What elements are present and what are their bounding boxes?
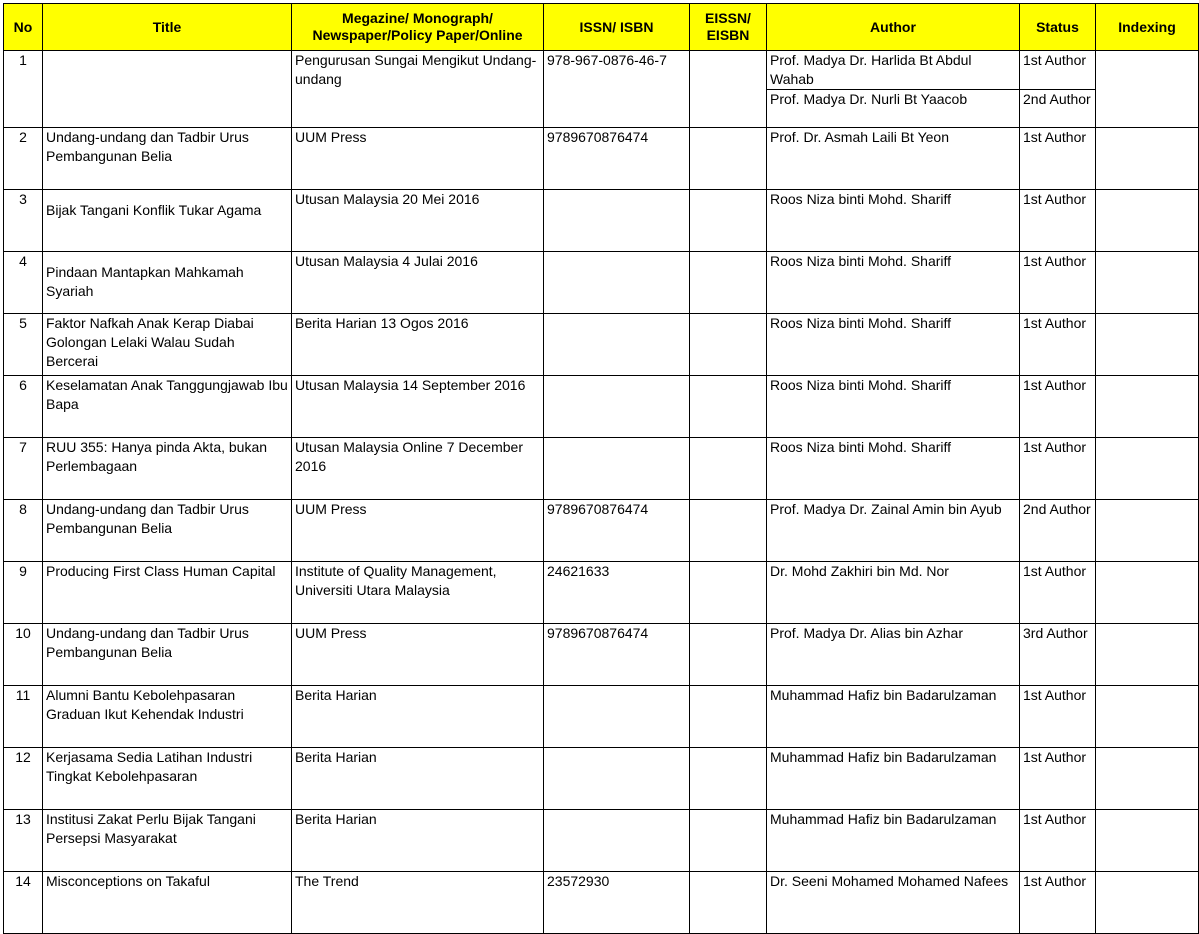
cell-issn [544,748,690,810]
cell-magazine: UUM Press [292,500,544,562]
cell-status: 2nd Author [1020,500,1096,562]
cell-author: Prof. Madya Dr. Alias bin Azhar [767,624,1020,686]
cell-no: 10 [4,624,43,686]
cell-issn: 978-967-0876-46-7 [544,51,690,128]
table-row [4,686,1199,748]
cell-indexing [1096,438,1199,500]
table-row [4,438,1199,500]
cell-status: 1st Author [1020,438,1096,500]
cell-author: Roos Niza binti Mohd. Shariff [767,190,1020,252]
cell-no: 9 [4,562,43,624]
cell-magazine: UUM Press [292,128,544,190]
cell-eissn [690,624,767,686]
cell-status: 1st Author [1020,810,1096,872]
cell-issn [544,810,690,872]
table-row [4,190,1199,252]
cell-status: 1st Author [1020,128,1096,190]
cell-author: Prof. Madya Dr. Harlida Bt Abdul Wahab [767,51,1020,90]
cell-title: Misconceptions on Takaful [43,872,292,934]
cell-status: 1st Author [1020,190,1096,252]
table-row [4,624,1199,686]
cell-no: 1 [4,51,43,128]
cell-author: Dr. Mohd Zakhiri bin Md. Nor [767,562,1020,624]
cell-author: Muhammad Hafiz bin Badarulzaman [767,686,1020,748]
header-eissn: EISSN/ EISBN [690,4,767,51]
cell-issn: 24621633 [544,562,690,624]
cell-indexing [1096,624,1199,686]
cell-status: 3rd Author [1020,624,1096,686]
cell-magazine: Berita Harian [292,748,544,810]
cell-author: Muhammad Hafiz bin Badarulzaman [767,748,1020,810]
cell-author: Roos Niza binti Mohd. Shariff [767,252,1020,314]
cell-title [43,51,292,128]
cell-title: Alumni Bantu Kebolehpasaran Graduan Ikut Kehendak Industri [43,686,292,748]
cell-no: 11 [4,686,43,748]
cell-issn: 23572930 [544,872,690,934]
cell-status: 1st Author [1020,748,1096,810]
cell-author: Dr. Seeni Mohamed Mohamed Nafees [767,872,1020,934]
cell-no: 12 [4,748,43,810]
cell-issn [544,252,690,314]
cell-title: Producing First Class Human Capital [43,562,292,624]
header-status: Status [1020,4,1096,51]
cell-no: 14 [4,872,43,934]
cell-title: Undang-undang dan Tadbir Urus Pembangunan Belia [43,624,292,686]
cell-eissn [690,686,767,748]
cell-indexing [1096,252,1199,314]
table-row [4,314,1199,376]
cell-title: Kerjasama Sedia Latihan Industri Tingkat Kebolehpasaran [43,748,292,810]
cell-title: Faktor Nafkah Anak Kerap Diabai Golongan Lelaki Walau Sudah Bercerai [43,314,292,376]
cell-magazine: Utusan Malaysia 20 Mei 2016 [292,190,544,252]
cell-magazine: Institute of Quality Management, Universiti Utara Malaysia [292,562,544,624]
cell-author: Roos Niza binti Mohd. Shariff [767,376,1020,438]
cell-no: 4 [4,252,43,314]
header-row [4,4,1199,51]
cell-title: RUU 355: Hanya pinda Akta, bukan Perlembagaan [43,438,292,500]
cell-status: 1st Author [1020,51,1096,90]
cell-issn [544,686,690,748]
cell-indexing [1096,686,1199,748]
cell-eissn [690,500,767,562]
cell-no: 3 [4,190,43,252]
table-row [4,748,1199,810]
cell-eissn [690,438,767,500]
cell-title: Undang-undang dan Tadbir Urus Pembangunan Belia [43,128,292,190]
publications-table [3,3,1199,934]
cell-magazine: UUM Press [292,624,544,686]
cell-status: 1st Author [1020,686,1096,748]
cell-magazine: The Trend [292,872,544,934]
cell-eissn [690,562,767,624]
cell-eissn [690,51,767,128]
cell-issn [544,438,690,500]
cell-author: Roos Niza binti Mohd. Shariff [767,438,1020,500]
cell-title: Keselamatan Anak Tanggungjawab Ibu Bapa [43,376,292,438]
table-row [4,252,1199,314]
cell-title: Bijak Tangani Konflik Tukar Agama [43,190,292,252]
cell-magazine: Utusan Malaysia 4 Julai 2016 [292,252,544,314]
cell-eissn [690,314,767,376]
cell-indexing [1096,190,1199,252]
cell-status: 1st Author [1020,376,1096,438]
cell-no: 13 [4,810,43,872]
cell-eissn [690,748,767,810]
cell-magazine: Berita Harian [292,810,544,872]
cell-title: Pindaan Mantapkan Mahkamah Syariah [43,252,292,314]
cell-title: Undang-undang dan Tadbir Urus Pembangunan Belia [43,500,292,562]
cell-eissn [690,810,767,872]
cell-no: 5 [4,314,43,376]
cell-issn: 9789670876474 [544,624,690,686]
table-row [4,128,1199,190]
header-indexing: Indexing [1096,4,1199,51]
cell-status: 1st Author [1020,314,1096,376]
cell-indexing [1096,810,1199,872]
cell-indexing [1096,376,1199,438]
cell-indexing [1096,748,1199,810]
cell-issn: 9789670876474 [544,500,690,562]
header-issn: ISSN/ ISBN [544,4,690,51]
table-row [4,810,1199,872]
header-title: Title [43,4,292,51]
cell-author: Muhammad Hafiz bin Badarulzaman [767,810,1020,872]
cell-author: Prof. Madya Dr. Zainal Amin bin Ayub [767,500,1020,562]
header-author: Author [767,4,1020,51]
cell-status: 1st Author [1020,562,1096,624]
cell-author: Prof. Dr. Asmah Laili Bt Yeon [767,128,1020,190]
table-row [4,562,1199,624]
cell-author: Prof. Madya Dr. Nurli Bt Yaacob [767,90,1020,128]
cell-issn: 9789670876474 [544,128,690,190]
cell-indexing [1096,562,1199,624]
cell-status: 2nd Author [1020,90,1096,128]
cell-issn [544,190,690,252]
cell-no: 6 [4,376,43,438]
cell-no: 8 [4,500,43,562]
cell-indexing [1096,128,1199,190]
cell-indexing [1096,314,1199,376]
cell-no: 2 [4,128,43,190]
cell-indexing [1096,51,1199,128]
cell-issn [544,314,690,376]
cell-magazine: Berita Harian [292,686,544,748]
header-no: No [4,4,43,51]
cell-magazine: Berita Harian 13 Ogos 2016 [292,314,544,376]
cell-eissn [690,376,767,438]
table-row [4,872,1199,934]
cell-indexing [1096,500,1199,562]
cell-eissn [690,128,767,190]
cell-indexing [1096,872,1199,934]
cell-no: 7 [4,438,43,500]
cell-status: 1st Author [1020,872,1096,934]
table-row [4,51,1199,90]
cell-eissn [690,872,767,934]
cell-status: 1st Author [1020,252,1096,314]
cell-magazine: Utusan Malaysia Online 7 December 2016 [292,438,544,500]
cell-author: Roos Niza binti Mohd. Shariff [767,314,1020,376]
cell-magazine: Pengurusan Sungai Mengikut Undang-undang [292,51,544,128]
table-row [4,376,1199,438]
cell-eissn [690,190,767,252]
cell-magazine: Utusan Malaysia 14 September 2016 [292,376,544,438]
cell-eissn [690,252,767,314]
header-magazine: Megazine/ Monograph/ Newspaper/Policy Paper/Online [292,4,544,51]
table-row [4,500,1199,562]
cell-title: Institusi Zakat Perlu Bijak Tangani Persepsi Masyarakat [43,810,292,872]
cell-issn [544,376,690,438]
